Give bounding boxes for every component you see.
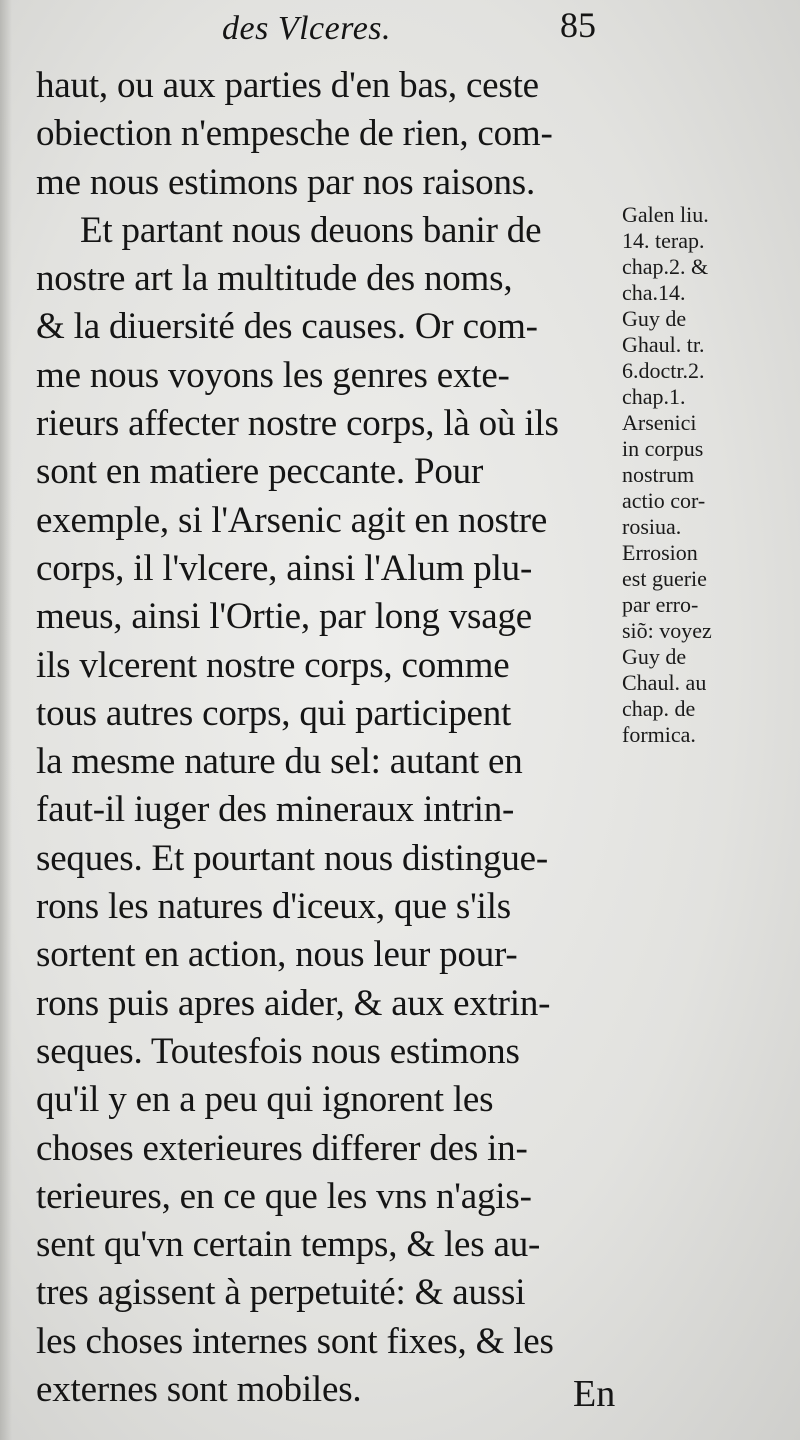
text-line: seques. Et pourtant nous distingue- xyxy=(36,837,548,879)
text-line: sortent en action, nous leur pour- xyxy=(36,934,518,976)
text-line: terieures, en ce que les vns n'agis- xyxy=(36,1175,532,1217)
margin-note-line: Chaul. au xyxy=(622,670,707,695)
margin-note-line: est guerie xyxy=(622,566,707,591)
margin-note-line: Ghaul. tr. xyxy=(622,332,705,357)
text-line: meus, ainsi l'Ortie, par long vsage xyxy=(36,596,532,638)
margin-note-line: chap. de xyxy=(622,696,696,721)
text-line: qu'il y en a peu qui ignorent les xyxy=(36,1079,494,1121)
text-line: haut, ou aux parties d'en bas, ceste xyxy=(36,65,539,106)
running-head: des Vlceres. xyxy=(222,10,392,47)
text-line: les choses internes sont fixes, & les xyxy=(36,1320,554,1362)
text-line: me nous voyons les genres exte- xyxy=(36,354,510,396)
margin-note-line: Galen liu. xyxy=(622,202,709,227)
margin-note-line: cha.14. xyxy=(622,280,686,305)
margin-notes xyxy=(622,202,772,748)
text-line: rons puis apres aider, & aux extrin- xyxy=(36,982,551,1024)
text-line: sent qu'vn certain temps, & les au- xyxy=(36,1224,541,1266)
margin-note-line: siõ: voyez xyxy=(622,618,712,643)
text-line: la mesme nature du sel: autant en xyxy=(36,741,523,783)
page-edge-shadow xyxy=(0,0,12,1440)
text-line: tres agissent à perpetuité: & aussi xyxy=(36,1272,526,1314)
text-line: exemple, si l'Arsenic agit en nostre xyxy=(36,499,548,541)
margin-note-line: chap.1. xyxy=(622,384,686,409)
margin-note-line: formica. xyxy=(622,722,696,747)
page-number: 85 xyxy=(560,5,596,45)
margin-note-line: chap.2. & xyxy=(622,254,709,279)
margin-note-line: par erro- xyxy=(622,592,699,617)
text-line: externes sont mobiles. xyxy=(36,1369,362,1411)
margin-note-line: actio cor- xyxy=(622,488,706,513)
text-line: rieurs affecter nostre corps, là où ils xyxy=(36,403,559,445)
text-line: choses exterieures differer des in- xyxy=(36,1127,528,1169)
margin-note-line: Guy de xyxy=(622,644,687,669)
margin-note-line: Errosion xyxy=(622,540,698,565)
margin-note-line: nostrum xyxy=(622,462,695,487)
margin-note-line: rosiua. xyxy=(622,514,682,539)
catchword: En xyxy=(573,1373,616,1415)
text-line: & la diuersité des causes. Or com- xyxy=(36,306,538,348)
text-line: tous autres corps, qui participent xyxy=(36,692,512,734)
text-line: corps, il l'vlcere, ainsi l'Alum plu- xyxy=(36,547,533,589)
text-line: me nous estimons par nos raisons. xyxy=(36,161,536,203)
text-line: nostre art la multitude des noms, xyxy=(36,258,513,300)
body-text xyxy=(36,62,616,1414)
text-line: faut-il iuger des mineraux intrin- xyxy=(36,789,515,831)
margin-note-line: in corpus xyxy=(622,436,704,461)
text-line: Et partant nous deuons banir de xyxy=(80,209,542,251)
margin-note-line: 14. terap. xyxy=(622,228,705,253)
text-line: rons les natures d'iceux, que s'ils xyxy=(36,886,511,928)
margin-note-line: 6.doctr.2. xyxy=(622,358,705,383)
margin-note-line: Arsenici xyxy=(622,410,697,435)
text-line: obiection n'empesche de rien, com- xyxy=(36,113,553,155)
text-line: ils vlcerent nostre corps, comme xyxy=(36,644,510,686)
text-line: seques. Toutesfois nous estimons xyxy=(36,1030,520,1072)
margin-note-line: Guy de xyxy=(622,306,687,331)
text-line: sont en matiere peccante. Pour xyxy=(36,451,484,493)
